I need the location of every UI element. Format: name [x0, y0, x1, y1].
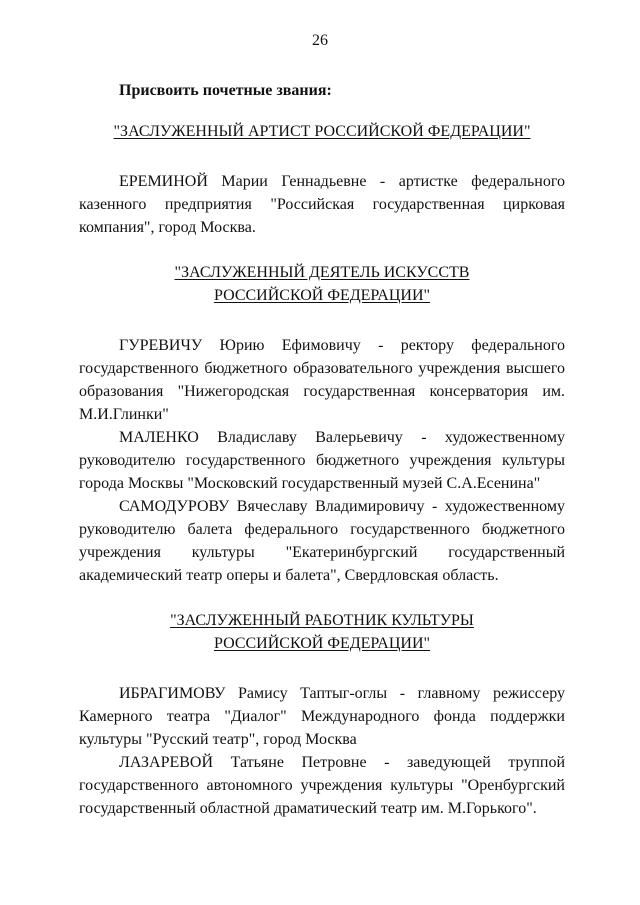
section-title	[79, 609, 565, 655]
section-title-line: РОССИЙСКОЙ ФЕДЕРАЦИИ"	[213, 287, 431, 304]
award-paragraph: ЛАЗАРЕВОЙ Татьяне Петровне - заведующей труппой государственного автономного учреждения культуры "Оренбургский государственный областной драматический театр им. М.Горького".	[79, 754, 565, 817]
page-number: 26	[312, 32, 328, 49]
section-honored-culture-worker	[79, 609, 565, 820]
section-honored-art-worker	[79, 261, 565, 587]
document-content	[79, 120, 565, 820]
award-paragraph: МАЛЕНКО Владиславу Валерьевичу - художественному руководителю государственного бюджетного учреждения культуры города Москвы "Московский государственный музей С.А.Есенина"	[79, 429, 565, 492]
document-heading: Присвоить почетные звания:	[119, 82, 332, 99]
section-title-line: "ЗАСЛУЖЕННЫЙ РАБОТНИК КУЛЬТУРЫ	[170, 612, 474, 629]
section-title	[79, 261, 565, 307]
award-paragraph: САМОДУРОВУ Вячеславу Владимировичу - художественному руководителю балета федерального государственного бюджетного учреждения культуры "Екатеринбургский государственный академический театр оперы и балета", Свердловская область.	[79, 498, 565, 584]
section-honored-artist	[79, 120, 565, 239]
award-paragraph: ГУРЕВИЧУ Юрию Ефимовичу - ректору федерального государственного бюджетного образовательного учреждения высшего образования "Нижегородская государственная консерватория им. М.И.Глинки"	[79, 337, 565, 423]
section-title-line: "ЗАСЛУЖЕННЫЙ АРТИСТ РОССИЙСКОЙ ФЕДЕРАЦИИ"	[113, 123, 531, 140]
section-title-line: РОССИЙСКОЙ ФЕДЕРАЦИИ"	[213, 635, 431, 652]
section-title	[79, 120, 565, 143]
section-title-line: "ЗАСЛУЖЕННЫЙ ДЕЯТЕЛЬ ИСКУССТВ	[174, 264, 470, 281]
award-paragraph: ИБРАГИМОВУ Рамису Таптыг-оглы - главному режиссеру Камерного театра "Диалог" Международного фонда поддержки культуры "Русский театр", город Москва	[79, 685, 565, 748]
award-paragraph: ЕРЕМИНОЙ Марии Геннадьевне - артистке федерального казенного предприятия "Российская государственная цирковая компания", город Москва.	[79, 173, 565, 236]
